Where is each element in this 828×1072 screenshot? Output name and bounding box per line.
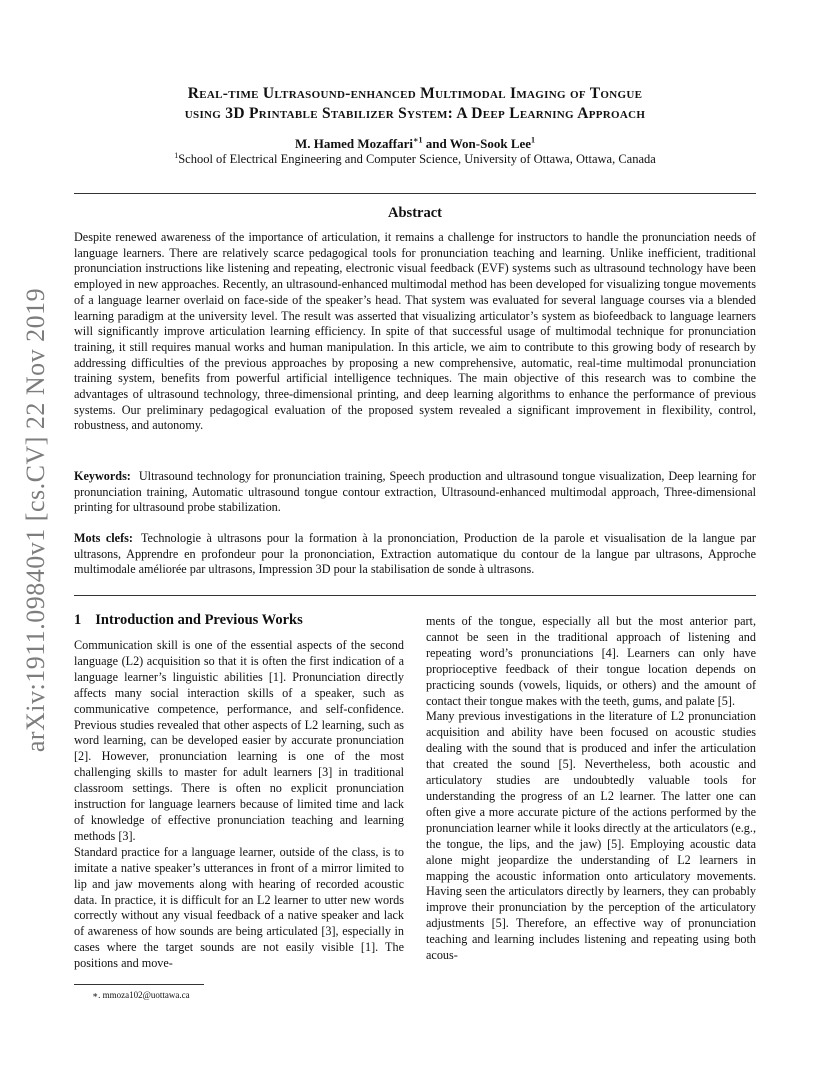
keywords-text: Ultrasound technology for pronunciation training, Speech production and ultrasound tongue visualization, Deep learning for pronunciation training, Automatic ultrasound tongue contour extraction, Ultrasound-enhanced multimodal approach, Three-dimensional printing for ultrasound probe stabilization. xyxy=(74,469,756,515)
author-list xyxy=(74,136,756,152)
mots-clefs-text: Technologie à ultrasons pour la formation à la prononciation, Production de la parole et visualisation de la langue par ultrasons, Apprendre en profondeur pour la prononciation, Extraction automatique du contour de la langue par ultrasons, Approche multimodale améliorée par ultrasons, Impression 3D pour la stabilisation de sonde à ultrasons. xyxy=(74,531,756,577)
abstract-bottom-rule xyxy=(74,595,756,596)
author-and: and xyxy=(422,136,450,151)
affiliation xyxy=(74,152,756,167)
abstract-top-rule xyxy=(74,193,756,194)
paper-title xyxy=(74,84,756,124)
right-column xyxy=(426,614,756,964)
abstract-heading: Abstract xyxy=(388,205,442,221)
affiliation-mark: 1 xyxy=(174,150,179,160)
section-heading xyxy=(74,612,303,629)
footnote-rule xyxy=(74,984,204,985)
paragraph: Communication skill is one of the essential aspects of the second language (L2) acquisition so that it is often the first indication of a language learner’s linguistic abilities [1]. Pronunciation directly affects many social interaction skills of a speaker, such as communicative competence, performance, and self-confidence. Previous studies revealed that other aspects of L2 learning, such as word learning, can be developed easier by accurate pronunciation [2]. However, pronunciation learning is one of the most challenging skills to master for adult learners [3] in traditional classroom settings. There is often no explicit pronunciation instruction for language learners because of limited time and lack of knowledge of effective pronunciation teaching and learning methods [3]. xyxy=(74,638,404,843)
arxiv-sidebar-stamp xyxy=(14,280,58,760)
paragraph: Many previous investigations in the literature of L2 pronunciation acquisition and ability have been focused on acoustic studies dealing with the sound that is produced and infer the articulation that created the sound [5]. Nevertheless, both acoustic and articulatory studies are undoubtedly valuable tools for understanding the progress of an L2 learner. The latter one can often give a more accurate picture of the actions performed by the pronunciation learner while it looks directly at the articulators (e.g., the tongue, the lips, and the jaw) [5]. Employing acoustic data alone might jeopardize the understanding of L2 learners in mapping the acoustic information onto articulatory movements. Having seen the articulators directly by learners, they can probably improve their pronunciation by the perception of the articulatory adjustments [5]. Therefore, an effective way of pronunciation teaching and learning includes listening and repeating using both acous- xyxy=(426,709,756,963)
paragraph: Standard practice for a language learner, outside of the class, is to imitate a native speaker’s utterances in front of a mirror limited to lip and jaw movements along with hearing of recorded acoustic data. In practice, it is difficult for an L2 learner to utter new words correctly without any visual feedback of a native speaker and lack of awareness of how sounds are being articulated [3], especially in cases where the target sounds are not easily visible [1]. The positions and move- xyxy=(74,844,404,971)
footnote-email: ∗. mmoza102@uottawa.ca xyxy=(92,990,190,1000)
keywords-block xyxy=(74,469,756,516)
author-1-mark: ∗1 xyxy=(413,135,423,145)
left-column xyxy=(74,638,404,972)
section-title: Introduction and Previous Works xyxy=(95,612,303,628)
title-line-2: using 3D Printable Stabilizer System: A Deep Learning Approach xyxy=(184,105,646,122)
affiliation-text: School of Electrical Engineering and Computer Science, University of Ottawa, Ottawa, Canada xyxy=(178,152,656,166)
keywords-label: Keywords: xyxy=(74,469,131,483)
arxiv-identifier: arXiv:1911.09840v1 [cs.CV] 22 Nov 2019 xyxy=(21,287,50,753)
abstract-text: Despite renewed awareness of the importance of articulation, it remains a challenge for instructors to handle the pronunciation needs of language learners. There are relatively scarce pedagogical tools for pronunciation teaching and learning. Unlike inefficient, traditional pronunciation instructions like listening and repeating, electronic visual feedback (EVF) systems such as ultrasound technology have been employed in new approaches. Recently, an ultrasound-enhanced multimodal method has been developed for visualizing tongue movements of a language learner overlaid on face-side of the speaker’s head. That system was evaluated for several language courses via a blended learning paradigm at the university level. The result was asserted that visualizing articulator’s system as biofeedback to language learners will significantly improve articulation learning efficiency. In spite of that successful usage of multimodal technique for pronunciation training, it still requires manual works and human manipulation. In this article, we aim to contribute to this growing body of research by addressing difficulties of the previous approaches by proposing a new comprehensive, automatic, real-time multimodal pronunciation training system, benefits from powerful artificial intelligence techniques. The main objective of this research was to combine the advantages of ultrasound technology, three-dimensional printing, and deep learning algorithms to enhance the performance of previous systems. Our preliminary pedagogical evaluation of the proposed system revealed a significant improvement in flexibility, control, robustness, and autonomy. xyxy=(74,230,756,433)
mots-clefs-label: Mots clefs: xyxy=(74,531,133,545)
title-line-1: Real-time Ultrasound-enhanced Multimodal Imaging of Tongue xyxy=(187,85,643,102)
author-2-mark: 1 xyxy=(531,135,536,145)
paragraph: ments of the tongue, especially all but the most anterior part, cannot be seen in the traditional approach of listening and repeating word’s pronunciations [4]. Learners can only have proprioceptive feedback of their tongue location depends on practicing sounds (vowels, liquids, or others) and the amount of contact their tongue makes with the teeth, gums, and palate [5]. xyxy=(426,614,756,708)
author-2: Won-Sook Lee xyxy=(449,136,532,151)
author-1: M. Hamed Mozaffari xyxy=(294,136,413,151)
mots-clefs-block xyxy=(74,531,756,578)
section-number: 1 xyxy=(74,612,82,628)
